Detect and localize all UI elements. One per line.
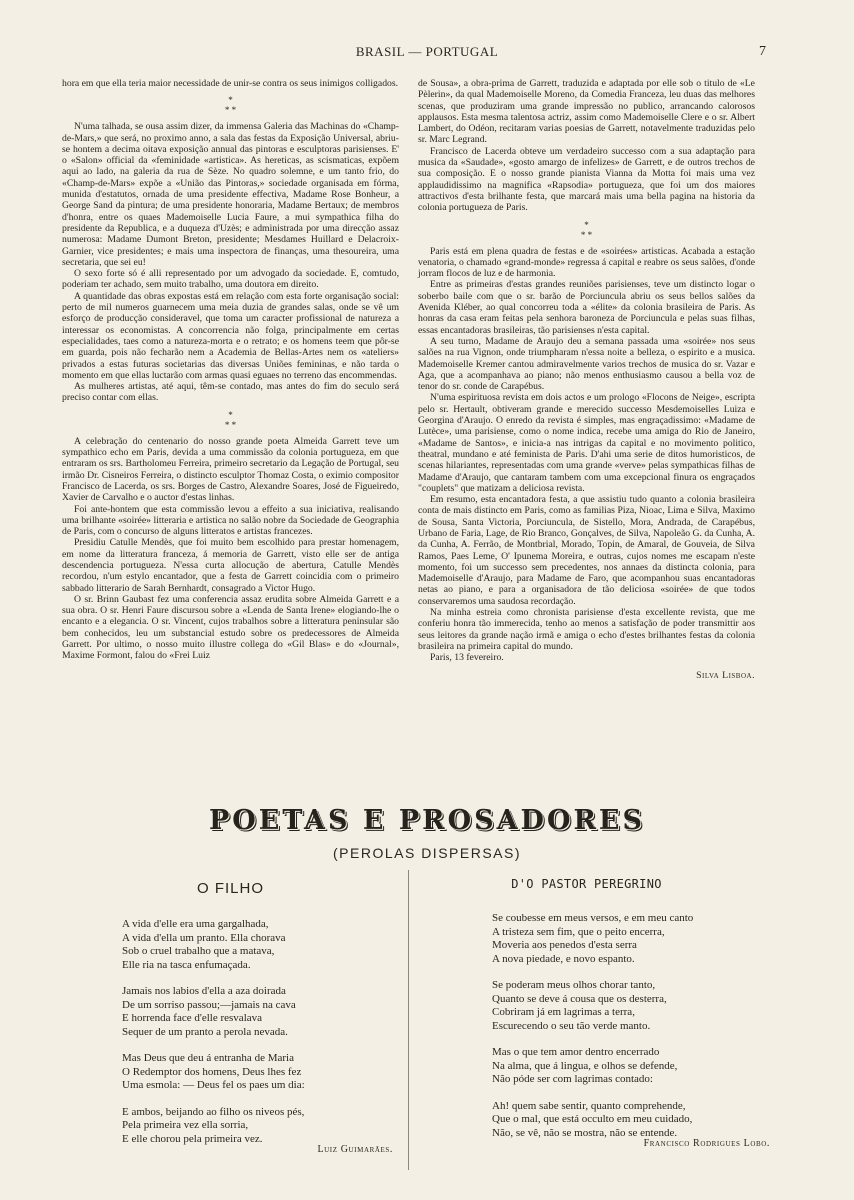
star-line: * [228, 95, 233, 106]
poem-o-filho [122, 918, 402, 1159]
poem-line: Mas Deus que deu á entranha de Maria [122, 1052, 294, 1064]
star-line: * * [224, 105, 237, 116]
column-divider [408, 870, 409, 1170]
poem-author: Francisco Rodrigues Lobo. [643, 1138, 770, 1149]
poem-line: Pela primeira vez ella sorria, [122, 1119, 249, 1131]
poem-line: Moveria aos penedos d'esta serra [492, 939, 637, 951]
paragraph: O sr. Brinn Gaubast fez uma conferencia assaz erudita sobre Almeida Garrett e a sua obra. O sr. Henri Faure discursou sobre a «Lenda de Santa Irene» elogiando-lhe o encanto e a elegancia. O sr. Vincent, cujos trabalhos sobre a litteratura peninsular são bem conhecidos, leu um substancial estudo sobre os predecessores de Almeida Garrett. Por ultimo, o nosso muito illustre collega do «Gil Blas» e do «Journal», Maxime Formont, falou do «Frei Luiz [62, 593, 399, 662]
poem-line: Na alma, que á lingua, e olhos se defende, [492, 1059, 678, 1072]
poem-title: O FILHO [196, 880, 264, 897]
poem-stanza [122, 985, 402, 1039]
poem-line: Não póde ser com lagrimas contado: [492, 1073, 653, 1085]
running-head: BRASIL — PORTUGAL [355, 44, 499, 59]
poem-line: Elle ria na tasca enfumaçada. [122, 958, 251, 971]
poem-line: A vida d'ella um pranto. Ella chorava [122, 931, 286, 944]
poem-line: O Redemptor dos homens, Deus lhes fez [122, 1065, 302, 1078]
poem-stanza [122, 918, 402, 972]
poem-line: A vida d'elle era uma gargalhada, [122, 918, 269, 930]
poem-stanza [492, 1100, 772, 1141]
paragraph: O sexo forte só é alli representado por um advogado da sociedade. E, comtudo, poderiam ter achado, sem muito trabalho, uma doutora em direito. [62, 268, 399, 291]
poem-line: E horrenda face d'elle resvalava [122, 1012, 263, 1024]
paragraph: Entre as primeiras d'estas grandes reuniões parisienses, teve um distincto logar o soberbo baile com que o sr. barão de Porciuncula abriu os seus bellos salões da Avenida Kléber, ao qual concorreu toda a «élite» da colonia brasileira de Paris. As honras da casa eram feitas pela senhora baroneza de Porciuncula e pelas suas filhas, essas encantadoras brasileiras, tão parisienses n'esta capital. [418, 279, 755, 336]
paragraph: A quantidade das obras expostas está em relação com esta forte organisação social: perto de mil numeros guarnecem uma meia duzia de grandes salas, onde se vê um esforço de producção consideravel, que toma um caracter profissional de natureza a interessar os economistas. A concorrencia não folga, principalmente em certas especialidades, taes como a natureza-morta e o retrato; e os homens teem que pôr-se em guarda, pois não fecharão nem a Academia de Bellas-Artes nem os «ateliers» privados a estas futuras societarias das diversas Uniões femininas, e não tarda o momento em que ellas luctarão com armas quasi eguaes no terreno das encommendas. [62, 290, 399, 381]
paragraph: A celebração do centenario do nosso grande poeta Almeida Garrett teve um sympathico echo em Paris, devida a uma commissão da colonia portugueza, em que entraram os srs. Bartholomeu Ferreira, primeiro secretario da Legação de Portugal, seu irmão Dr. Cisneiros Ferreira, o distincto esculptor Thomaz Costa, o eximio compositor Francisco de Lacerda, os srs. Borges de Castro, Alexandre Soares, José de Figueiredo, Xavier de Carvalho e o auctor d'estas linhas. [62, 435, 399, 504]
right-article-column [418, 78, 755, 681]
poem-line: E elle chorou pela primeira vez. [122, 1132, 263, 1145]
section-subtitle: (PEROLAS DISPERSAS) [333, 845, 521, 861]
paragraph: Presidiu Catulle Mendès, que foi muito bem escolhido para prestar homenagem, em nome da litteratura franceza, á memoria de Garrett, visto elle ser de antiga descendencia portugueza. N'essa curta allocução de abertura, Catulle Mendès recordou, n'um estylo encantador, que a festa de Garrett coincidia com o primeiro sabbado litterario de Sarah Bernhardt, consagrado a Victor Hugo. [62, 537, 399, 594]
poem-line: Que o mal, que está occulto em meu cuidado, [492, 1113, 693, 1125]
poem-line: Jamais nos labios d'ella a aza doirada [122, 985, 286, 997]
poem-pastor-peregrino [492, 912, 772, 1153]
poem-title: D'O PASTOR PEREGRINO [511, 877, 662, 891]
left-article-column [62, 78, 399, 662]
poem-line: Uma esmola: — Deus fel os paes um dia: [122, 1079, 305, 1091]
paragraph: As mulheres artistas, até aqui, têm-se contado, mas antes do fim do seculo será preciso contar com ellas. [62, 381, 399, 404]
dateline: Paris, 13 fevereiro. [430, 652, 504, 664]
poem-line: Cobriram já em lagrimas a terra, [492, 1006, 635, 1018]
poem-stanza [492, 979, 772, 1033]
poem-line: Não, se vê, não se mostra, não se entende. [492, 1126, 678, 1139]
poem-line: Se coubesse em meus versos, e em meu canto [492, 912, 694, 924]
poem-line: A tristeza sem fim, que o peito encerra, [492, 925, 665, 938]
paragraph: Francisco de Lacerda obteve um verdadeiro successo com a sua adaptação para musica da «Saudade», «gosto amargo de infelizes» de Garrett, e de outros trechos de sua composição. E o nosso grande pianista Vianna da Motta foi mais uma vez applaudidissimo na magnifica «Rapsodia» portugueza, que foi um dos maiores attractivos d'esta brilhante festa, que marcará mais uma bella pagina na historia da colonia portugueza de Paris. [418, 145, 755, 214]
poem-stanza [492, 912, 772, 966]
section-break-stars [62, 410, 399, 430]
poem-line: A nova piedade, e novo espanto. [492, 952, 635, 965]
paragraph: Em resumo, esta encantadora festa, a que assistiu tudo quanto a colonia brasileira conta de mais distincto em Paris, como as familias Piza, Nioac, Lima e Silva, Maximo de Sousa, Santa Victoria, Porciuncula, de Sistello, Mora, Andrada, de Carapébus, Urbano de Faria, Lage, de Rio Branco, Gonçalves, de Silva, Napoleão G. da Cunha, A. da Cunha, A. Ferrão, de Montbrial, Morado, Topin, de Amaral, de Gouveia, de Silva Ramos, Paes Leme, O' Ipunema Moreira, e outras, cujos nomes me escapam n'este momento, foi um successo sem precedentes, nos annaes da distincta colonia, para Mademoiselle d'Araujo, para Madame de Faro, que acompanhou suas encantadoras netas ao piano, e para a organisadora de tão deliciosa «soirée» de que todos conservaremos uma saudosa recordação. [418, 494, 755, 607]
poem-line: Mas o que tem amor dentro encerrado [492, 1046, 660, 1058]
poem-line: De um sorriso passou;—jamais na cava [122, 998, 296, 1011]
poem-stanza [122, 1052, 402, 1093]
paragraph: A seu turno, Madame de Araujo deu a semana passada uma «soirée» nos seus salões na rua Vignon, onde triumpharam n'essa noite a belleza, o espirito e a musica. Mademoiselle Kremer cantou admiravelmente varios trechos de musica do sr. Vazar e Aga, que a acompanhava ao piano; não menos enthusiasmo causou a bella voz de tenor do sr. conde de Carapébus. [418, 335, 755, 393]
paragraph: Foi ante-hontem que esta commissão levou a effeito a sua iniciativa, realisando uma brilhante «soirée» litteraria e artistica no salão nobre da Sociedade de Geographia de Paris, com o concurso de alguns litteratos e artistas francezes. [62, 503, 399, 538]
star-line: * [584, 219, 589, 230]
poem-line: Quanto se deve á cousa que os desterra, [492, 992, 667, 1005]
poem-line: Sob o cruel trabalho que a matava, [122, 945, 275, 957]
section-title: POETAS E PROSADORES [208, 805, 645, 836]
page-number: 7 [759, 44, 766, 59]
paragraph: Na minha estreia como chronista parisiense d'esta excellente revista, que me conferiu honra tão immerecida, tenho ao menos a satisfação de poder transmittir aos seus leitores da grande nação irmã e amiga o echo d'estes brilhantes festas da colonia brasileira na primeira capital do mundo. [418, 607, 755, 652]
star-line: * * [224, 419, 237, 430]
paragraph: Paris está em plena quadra de festas e de «soirées» artisticas. Acabada a estação venatoria, o chamado «grand-monde» regressa á capital e reabre os seus salões, d'onde jorram flocos de luz e de harmonia. [418, 245, 755, 280]
poem-stanza [492, 1046, 772, 1087]
star-line: * * [580, 229, 593, 240]
paragraph: hora em que ella teria maior necessidade de unir-se contra os seus inimigos colligados. [62, 78, 399, 89]
poem-line: Se poderam meus olhos chorar tanto, [492, 979, 656, 991]
poem-stanza [122, 1106, 402, 1147]
paragraph: N'uma talhada, se ousa assim dizer, da immensa Galeria das Machinas do «Champ-de-Mars,» que será, no proximo anno, a sala das festas da Exposição Universal, abriu-se hontem a decima oitava exposição annual das pintoras e esculptoras parisienses. E' o «Salon» official da «feminidade «artistica». As hereticas, as scismaticas, expõem aqui ao lado, na galeria da rua de Sèze. No quadro solemne, e um tanto frio, do «Champ-de-Mars» expõe a «União das Pintoras,» sociedade organisada em fórma, munida d'estatutos, ornada de uma presidente effectiva, Madame Rose Bonheur, a George Sand da pintura; de uma presidente honoraria, Madame Bertaux; de membros d'honra, entre os quaes Mademoiselle Lucia Faure, a mui sympathica filha do presidente da Republica, e a duqueza d'Uzès; e administrada por uma direcção assaz numerosa: Madame Dumont Breton, presidente; Mesdames Huillard e Delacroix-Garnier, vice presidentes; e mais uma inspectora de finanças, uma thesoureira, uma secretaria, que sei eu! [62, 121, 399, 268]
paragraph: de Sousa», a obra-prima de Garrett, traduzida e adaptada por elle sob o titulo de «Le Pèlerin», da qual Mademoiselle Moreno, da Comedia Franceza, leu duas das melhores scenas, que produziram uma grande impressão no publico, arrancando calorosos applausos. Esta mesma talentosa actriz, assim como Mademoiselle Clere e o sr. Albert Lambert, do Odéon, recitaram varias poesias de Garrett, notavelmente traduzidas pelo sr. Marc Legrand. [418, 78, 755, 146]
poem-line: Sequer de um pranto a perola nevada. [122, 1025, 288, 1038]
poem-author: Luiz Guimarães. [317, 1144, 393, 1155]
star-line: * [228, 409, 233, 420]
poem-line: Escurecendo o seu tão verde manto. [492, 1019, 651, 1032]
paragraph: N'uma espirituosa revista em dois actos e um prologo «Flocons de Neige», escripta pelo sr. Hertault, obtiveram grande e merecido successo Mesdemoiselles Luiza e Georgina d'Araujo. O enredo da revista é simples, mas engraçadissimo: «Madame de Lutèce», uma parisiense, como o nome indica, recebe uma amiga do Rio de Janeiro, «Madame de Santos», e inicia-a nas intrigas da capital e no movimento politico, theatral, mundano e até feminista de Paris. D'ahi uma serie de ditos humoristicos, de scenas hilariantes, representadas com uma grande «verve» pelas sympathicas filhas de Madame d'Araujo, que cantaram tambem com uma excepcional finura os engraçados "couplets" que matizam a deliciosa revista. [418, 392, 755, 494]
section-break-stars [418, 220, 755, 240]
article-signature: Silva Lisboa. [696, 669, 755, 681]
section-break-stars [62, 95, 399, 115]
poem-line: E ambos, beijando ao filho os niveos pés, [122, 1105, 305, 1118]
poem-line: Ah! quem sabe sentir, quanto comprehende, [492, 1099, 686, 1112]
